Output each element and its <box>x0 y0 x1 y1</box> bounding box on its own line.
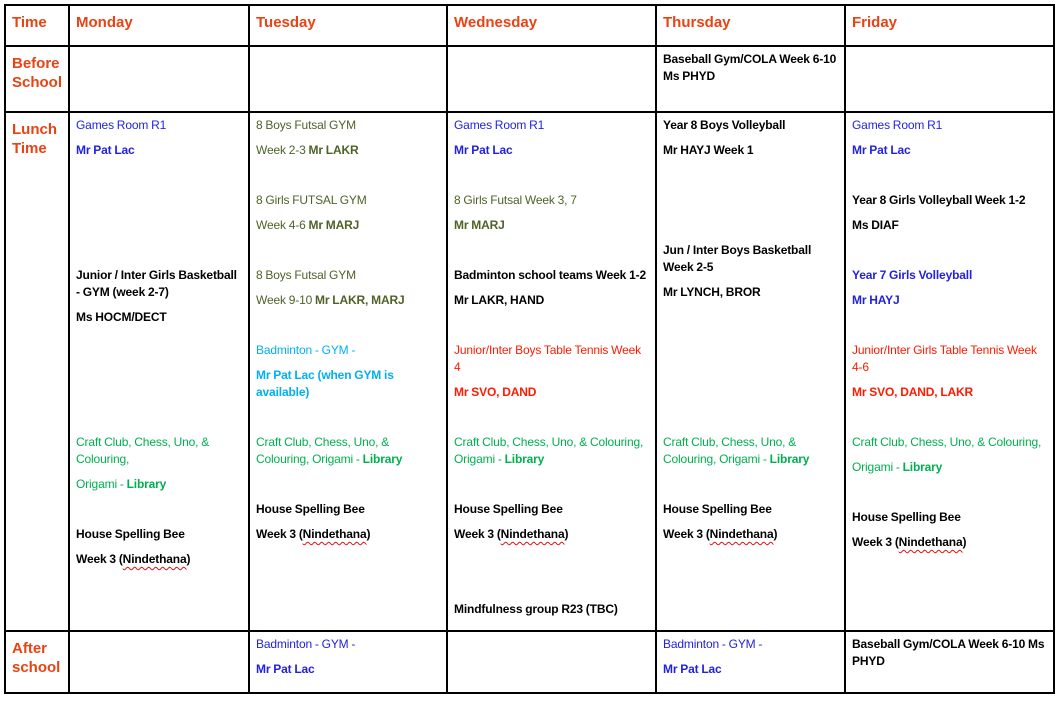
blank-line <box>76 192 242 209</box>
activity-line <box>76 267 242 301</box>
text-run: Mr Pat Lac <box>852 143 911 157</box>
activity-line <box>454 117 649 134</box>
row-lunch-time <box>5 112 1054 631</box>
column-header-monday: Monday <box>69 5 249 46</box>
text-run: Mr LAKR <box>308 143 359 157</box>
text-run: Games Room R1 <box>852 118 943 132</box>
cell-lunch-time-friday <box>845 112 1054 631</box>
text-run: Week 2-3 <box>256 143 309 157</box>
text-run: Craft Club, Chess, Uno, & Colouring, Origami - <box>454 435 644 466</box>
blank-line <box>852 409 1047 426</box>
cell-after-school-thursday <box>656 631 845 693</box>
text-run: ) <box>186 552 191 566</box>
cell-after-school-tuesday <box>249 631 447 693</box>
cell-after-school-monday <box>69 631 249 693</box>
activity-line <box>454 526 649 543</box>
activity-line <box>256 217 440 234</box>
activity-line <box>852 217 1047 234</box>
row-before-school <box>5 46 1054 112</box>
activity-line <box>76 476 242 493</box>
activity-line <box>454 342 649 376</box>
activity-line <box>256 661 440 678</box>
text-run: 8 Girls FUTSAL GYM <box>256 193 367 207</box>
cell-lunch-time-wednesday <box>447 112 656 631</box>
activity-line <box>852 534 1047 551</box>
text-run: Badminton - GYM - <box>256 637 356 651</box>
blank-line <box>663 309 838 326</box>
time-label-before-school: Before School <box>5 46 69 112</box>
text-run: Year 8 Girls Volleyball Week 1-2 <box>852 193 1026 207</box>
blank-line <box>76 217 242 234</box>
blank-line <box>76 167 242 184</box>
blank-line <box>454 476 649 493</box>
header-row <box>5 5 1054 46</box>
activity-line <box>76 309 242 326</box>
text-run: Library <box>126 477 167 491</box>
activity-line <box>76 551 242 568</box>
blank-line <box>454 167 649 184</box>
text-run: Mr MARJ <box>454 218 505 232</box>
text-run: Baseball Gym/COLA Week 6-10 Ms PHYD <box>663 52 837 83</box>
activity-line <box>76 117 242 134</box>
text-run: Week 4-6 <box>256 218 309 232</box>
blank-line <box>256 409 440 426</box>
text-run: Craft Club, Chess, Uno, & Colouring, <box>76 435 210 466</box>
cell-after-school-wednesday <box>447 631 656 693</box>
activity-line <box>76 142 242 159</box>
blank-line <box>76 501 242 518</box>
activity-line <box>663 117 838 134</box>
time-label-after-school: After school <box>5 631 69 693</box>
text-run: Mr LAKR, MARJ <box>315 293 405 307</box>
activity-line <box>256 367 440 401</box>
text-run: Craft Club, Chess, Uno, & Colouring, <box>852 435 1042 449</box>
text-run: 8 Boys Futsal GYM <box>256 268 356 282</box>
activity-line <box>663 526 838 543</box>
blank-line <box>663 192 838 209</box>
text-run: Origami - <box>76 477 127 491</box>
text-run: Year 7 Girls Volleyball <box>852 268 973 282</box>
activity-line <box>256 142 440 159</box>
text-run: Week 9-10 <box>256 293 316 307</box>
activity-line <box>663 142 838 159</box>
blank-line <box>454 242 649 259</box>
activity-line <box>663 242 838 276</box>
activity-line <box>256 434 440 468</box>
text-run: Badminton - GYM - <box>256 343 356 357</box>
activity-line <box>256 117 440 134</box>
text-run: Games Room R1 <box>76 118 167 132</box>
column-header-time: Time <box>5 5 69 46</box>
activity-line <box>852 267 1047 284</box>
text-run: Week 3 ( <box>852 535 899 549</box>
text-run: Nindethana <box>709 527 774 541</box>
text-run: Baseball Gym/COLA Week 6-10 Ms PHYD <box>852 637 1045 668</box>
text-run: House Spelling Bee <box>663 502 772 516</box>
blank-line <box>454 409 649 426</box>
blank-line <box>663 217 838 234</box>
blank-line <box>76 384 242 401</box>
weekly-activities-table <box>4 4 1055 694</box>
text-run: Craft Club, Chess, Uno, & Colouring, Origami - <box>256 435 390 466</box>
activity-line <box>256 526 440 543</box>
cell-before-school-thursday <box>656 46 845 112</box>
text-run: ) <box>366 527 371 541</box>
activity-line <box>852 636 1047 670</box>
blank-line <box>454 317 649 334</box>
activity-line <box>454 384 649 401</box>
text-run: Origami - <box>852 460 903 474</box>
activity-line <box>454 217 649 234</box>
text-run: Year 8 Boys Volleyball <box>663 118 786 132</box>
text-run: Ms DIAF <box>852 218 899 232</box>
text-run: Mr Pat Lac <box>663 662 722 676</box>
blank-line <box>256 317 440 334</box>
blank-line <box>76 334 242 351</box>
text-run: House Spelling Bee <box>256 502 365 516</box>
activity-line <box>256 636 440 653</box>
text-run: Mr HAYJ Week 1 <box>663 143 754 157</box>
cell-lunch-time-monday <box>69 112 249 631</box>
column-header-wednesday: Wednesday <box>447 5 656 46</box>
column-header-tuesday: Tuesday <box>249 5 447 46</box>
activity-line <box>256 267 440 284</box>
text-run: ) <box>962 535 967 549</box>
text-run: Jun / Inter Boys Basketball Week 2-5 <box>663 243 812 274</box>
activity-line <box>852 342 1047 376</box>
text-run: Junior/Inter Boys Table Tennis Week 4 <box>454 343 641 374</box>
column-header-thursday: Thursday <box>656 5 845 46</box>
blank-line <box>852 484 1047 501</box>
activity-line <box>852 434 1047 451</box>
text-run: Mr SVO, DAND, LAKR <box>852 385 974 399</box>
cell-before-school-friday <box>845 46 1054 112</box>
activity-line <box>76 526 242 543</box>
activity-line <box>454 292 649 309</box>
activity-line <box>76 434 242 468</box>
blank-line <box>852 242 1047 259</box>
text-run: Library <box>902 460 943 474</box>
blank-line <box>76 359 242 376</box>
text-run: Junior/Inter Girls Table Tennis Week 4-6 <box>852 343 1037 374</box>
text-run: Nindethana <box>302 527 367 541</box>
text-run: Mr LAKR, HAND <box>454 293 545 307</box>
blank-line <box>76 409 242 426</box>
text-run: Library <box>504 452 545 466</box>
cell-before-school-tuesday <box>249 46 447 112</box>
blank-line <box>663 384 838 401</box>
text-run: Nindethana <box>898 535 963 549</box>
activity-line <box>852 292 1047 309</box>
text-run: Ms HOCM/DECT <box>76 310 167 324</box>
activity-line <box>852 117 1047 134</box>
text-run: Junior / Inter Girls Basketball - GYM (week 2-7) <box>76 268 237 299</box>
text-run: 8 Girls Futsal Week 3, 7 <box>454 193 577 207</box>
activity-line <box>852 509 1047 526</box>
column-header-friday: Friday <box>845 5 1054 46</box>
text-run: Mr Pat Lac <box>454 143 513 157</box>
text-run: Badminton school teams Week 1-2 <box>454 268 646 282</box>
activity-line <box>663 661 838 678</box>
activity-line <box>256 292 440 309</box>
text-run: Mr MARJ <box>308 218 360 232</box>
blank-line <box>256 242 440 259</box>
activity-line <box>663 501 838 518</box>
blank-line <box>76 242 242 259</box>
text-run: Mr HAYJ <box>852 293 900 307</box>
activity-line <box>663 434 838 468</box>
text-run: House Spelling Bee <box>454 502 563 516</box>
row-after-school <box>5 631 1054 693</box>
blank-line <box>454 551 649 568</box>
activity-line <box>256 501 440 518</box>
activity-line <box>852 142 1047 159</box>
activity-line <box>663 51 838 85</box>
cell-lunch-time-thursday <box>656 112 845 631</box>
time-label-lunch-time: Lunch Time <box>5 112 69 631</box>
blank-line <box>663 167 838 184</box>
text-run: ) <box>564 527 569 541</box>
blank-line <box>454 576 649 593</box>
blank-line <box>663 359 838 376</box>
activity-line <box>454 501 649 518</box>
activity-line <box>852 459 1047 476</box>
cell-before-school-wednesday <box>447 46 656 112</box>
cell-after-school-friday <box>845 631 1054 693</box>
blank-line <box>663 476 838 493</box>
activity-line <box>454 192 649 209</box>
activity-line <box>256 342 440 359</box>
blank-line <box>256 167 440 184</box>
text-run: Mindfulness group R23 (TBC) <box>454 602 618 616</box>
text-run: House Spelling Bee <box>76 527 185 541</box>
text-run: Library <box>769 452 810 466</box>
text-run: 8 Boys Futsal GYM <box>256 118 356 132</box>
activity-line <box>663 284 838 301</box>
cell-before-school-monday <box>69 46 249 112</box>
text-run: Mr Pat Lac <box>76 143 135 157</box>
blank-line <box>663 334 838 351</box>
text-run: Badminton - GYM - <box>663 637 763 651</box>
text-run: Mr SVO, DAND <box>454 385 537 399</box>
text-run: Library <box>362 452 403 466</box>
text-run: Games Room R1 <box>454 118 545 132</box>
activity-line <box>852 192 1047 209</box>
activity-line <box>454 142 649 159</box>
blank-line <box>852 317 1047 334</box>
blank-line <box>852 167 1047 184</box>
text-run: House Spelling Bee <box>852 510 961 524</box>
text-run: Mr Pat Lac (when GYM is available) <box>256 368 394 399</box>
text-run: Week 3 ( <box>256 527 303 541</box>
text-run: Craft Club, Chess, Uno, & Colouring, Origami - <box>663 435 797 466</box>
activity-line <box>454 601 649 618</box>
text-run: Week 3 ( <box>454 527 501 541</box>
text-run: Mr LYNCH, BROR <box>663 285 761 299</box>
activity-line <box>663 636 838 653</box>
text-run: Mr Pat Lac <box>256 662 315 676</box>
blank-line <box>663 409 838 426</box>
activity-line <box>256 192 440 209</box>
text-run: ) <box>773 527 778 541</box>
text-run: Week 3 ( <box>663 527 710 541</box>
activity-line <box>454 267 649 284</box>
text-run: Week 3 ( <box>76 552 123 566</box>
activity-line <box>454 434 649 468</box>
text-run: Nindethana <box>122 552 187 566</box>
blank-line <box>256 476 440 493</box>
cell-lunch-time-tuesday <box>249 112 447 631</box>
activity-line <box>852 384 1047 401</box>
text-run: Nindethana <box>500 527 565 541</box>
